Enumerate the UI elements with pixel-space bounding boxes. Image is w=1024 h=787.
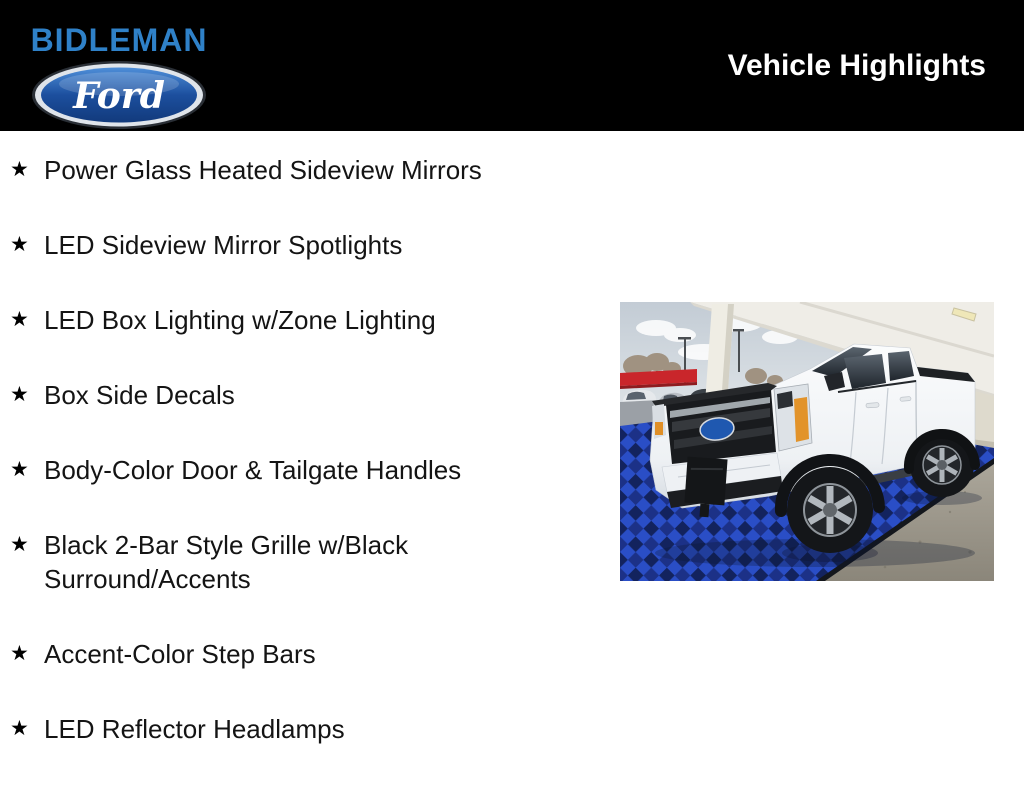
highlight-text: LED Box Lighting w/Zone Lighting bbox=[44, 305, 436, 335]
turn-signal-amber bbox=[794, 397, 809, 442]
dealer-logo bbox=[24, 24, 214, 135]
star-bullet-icon: ★ bbox=[10, 233, 29, 256]
star-bullet-icon: ★ bbox=[10, 458, 29, 481]
highlight-item bbox=[10, 712, 576, 746]
page-title: Vehicle Highlights bbox=[727, 48, 986, 82]
highlight-text: LED Sideview Mirror Spotlights bbox=[44, 230, 403, 260]
ford-logo-icon bbox=[24, 60, 214, 135]
highlight-item bbox=[10, 378, 576, 412]
star-bullet-icon: ★ bbox=[10, 642, 29, 665]
highlight-text: Accent-Color Step Bars bbox=[44, 639, 316, 669]
highlight-text: Body-Color Door & Tailgate Handles bbox=[44, 455, 462, 485]
highlight-text: LED Reflector Headlamps bbox=[44, 714, 345, 744]
highlight-item bbox=[10, 453, 576, 487]
dealer-name: BIDLEMAN bbox=[30, 22, 208, 58]
star-bullet-icon: ★ bbox=[10, 717, 29, 740]
vehicle-photo bbox=[620, 302, 994, 581]
ford-script-text: Ford bbox=[73, 75, 165, 117]
highlight-text: Power Glass Heated Sideview Mirrors bbox=[44, 155, 482, 185]
door-handle bbox=[866, 403, 879, 408]
highlight-text: Black 2-Bar Style Grille w/Black Surround/Accents bbox=[44, 530, 409, 594]
highlight-text: Box Side Decals bbox=[44, 380, 235, 410]
star-bullet-icon: ★ bbox=[10, 308, 29, 331]
front-wheel bbox=[787, 467, 873, 553]
door-handle bbox=[900, 397, 911, 402]
vehicle-photo-illustration bbox=[620, 302, 994, 581]
highlight-item bbox=[10, 303, 576, 337]
star-bullet-icon: ★ bbox=[10, 533, 29, 556]
star-bullet-icon: ★ bbox=[10, 158, 29, 181]
highlight-item bbox=[10, 528, 576, 596]
highlight-item bbox=[10, 637, 576, 671]
header-bar bbox=[0, 0, 1024, 131]
vehicle-highlights-list bbox=[10, 153, 576, 787]
highlight-item bbox=[10, 153, 576, 187]
star-bullet-icon: ★ bbox=[10, 383, 29, 406]
highlight-item bbox=[10, 228, 576, 262]
